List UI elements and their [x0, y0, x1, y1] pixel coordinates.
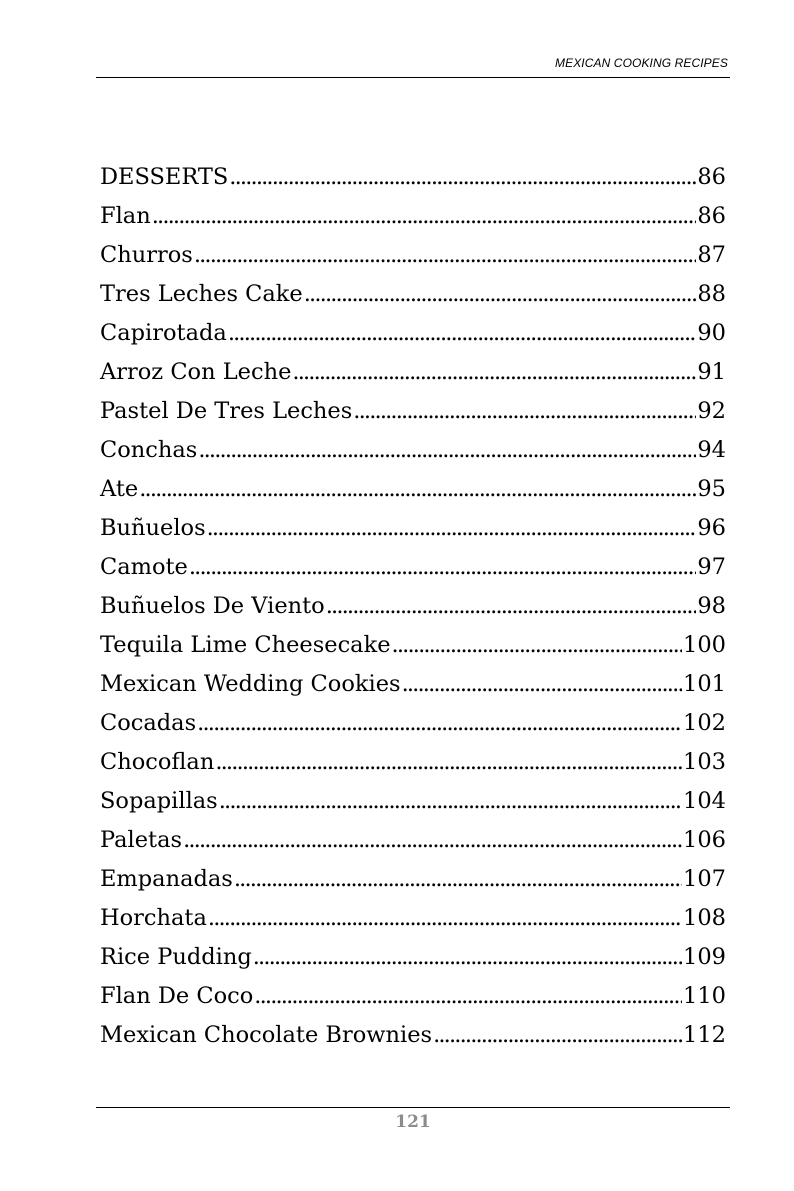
toc-entry[interactable]: [100, 866, 726, 905]
toc-dot-leader: [254, 983, 682, 1009]
toc-entry[interactable]: [100, 983, 726, 1022]
toc-entry-title: Ate: [100, 476, 139, 502]
footer-rule: [96, 1107, 730, 1108]
toc-entry-title: Horchata: [100, 905, 207, 931]
toc-entry[interactable]: [100, 437, 726, 476]
toc-dot-leader: [292, 359, 696, 385]
toc-entry-title: Cocadas: [100, 710, 197, 736]
toc-entry-page-number: 102: [683, 710, 726, 736]
toc-entry-page-number: 110: [683, 983, 726, 1009]
toc-dot-leader: [197, 710, 682, 736]
toc-entry-title: Chocoflan: [100, 749, 215, 775]
toc-dot-leader: [433, 1022, 682, 1048]
toc-entry[interactable]: [100, 164, 726, 203]
toc-dot-leader: [183, 827, 682, 853]
toc-entry-title: Mexican Wedding Cookies: [100, 671, 401, 697]
toc-entry[interactable]: [100, 515, 726, 554]
toc-entry[interactable]: [100, 593, 726, 632]
toc-entry[interactable]: [100, 944, 726, 983]
toc-entry-title: Camote: [100, 554, 188, 580]
toc-entry[interactable]: [100, 359, 726, 398]
toc-entry-page-number: 94: [697, 437, 726, 463]
table-of-contents: [100, 164, 726, 1061]
toc-dot-leader: [304, 281, 697, 307]
toc-entry-title: Capirotada: [100, 320, 227, 346]
toc-entry-page-number: 104: [683, 788, 726, 814]
toc-dot-leader: [189, 554, 696, 580]
toc-entry-page-number: 86: [697, 164, 726, 190]
toc-entry[interactable]: [100, 1022, 726, 1061]
toc-entry-title: Tres Leches Cake: [100, 281, 303, 307]
toc-entry[interactable]: [100, 476, 726, 515]
toc-entry-page-number: 95: [697, 476, 726, 502]
toc-entry[interactable]: [100, 788, 726, 827]
toc-entry-title: Conchas: [100, 437, 198, 463]
toc-entry[interactable]: [100, 554, 726, 593]
toc-entry[interactable]: [100, 281, 726, 320]
toc-entry-page-number: 97: [697, 554, 726, 580]
toc-dot-leader: [253, 944, 682, 970]
toc-entry-title: Pastel De Tres Leches: [100, 398, 353, 424]
toc-entry[interactable]: [100, 710, 726, 749]
toc-dot-leader: [402, 671, 682, 697]
toc-entry-title: Empanadas: [100, 866, 233, 892]
toc-entry-page-number: 96: [697, 515, 726, 541]
toc-dot-leader: [392, 632, 683, 658]
toc-entry[interactable]: [100, 320, 726, 359]
toc-entry-page-number: 87: [697, 242, 726, 268]
running-header-title: MEXICAN COOKING RECIPES: [555, 56, 728, 70]
toc-entry-page-number: 91: [697, 359, 726, 385]
toc-entry-page-number: 100: [683, 632, 726, 658]
toc-entry-title: Flan: [100, 203, 151, 229]
toc-dot-leader: [353, 398, 696, 424]
toc-entry-page-number: 90: [697, 320, 726, 346]
toc-entry-page-number: 103: [683, 749, 726, 775]
toc-entry-title: Flan De Coco: [100, 983, 254, 1009]
toc-dot-leader: [139, 476, 696, 502]
toc-entry-title: Buñuelos: [100, 515, 206, 541]
toc-entry-page-number: 108: [683, 905, 726, 931]
toc-entry[interactable]: [100, 398, 726, 437]
toc-dot-leader: [234, 866, 682, 892]
toc-entry-title: DESSERTS: [100, 164, 229, 190]
toc-dot-leader: [326, 593, 697, 619]
toc-entry[interactable]: [100, 749, 726, 788]
toc-dot-leader: [215, 749, 682, 775]
toc-entry-title: Buñuelos De Viento: [100, 593, 325, 619]
toc-dot-leader: [208, 905, 682, 931]
toc-entry[interactable]: [100, 632, 726, 671]
toc-entry-page-number: 112: [683, 1022, 726, 1048]
toc-entry-title: Mexican Chocolate Brownies: [100, 1022, 433, 1048]
toc-dot-leader: [198, 437, 696, 463]
toc-dot-leader: [219, 788, 682, 814]
toc-entry-page-number: 107: [683, 866, 726, 892]
toc-entry-title: Tequila Lime Cheesecake: [100, 632, 391, 658]
toc-entry[interactable]: [100, 203, 726, 242]
toc-dot-leader: [152, 203, 697, 229]
toc-dot-leader: [194, 242, 697, 268]
toc-entry-page-number: 109: [683, 944, 726, 970]
toc-entry-title: Arroz Con Leche: [100, 359, 292, 385]
toc-dot-leader: [229, 164, 696, 190]
toc-entry-title: Rice Pudding: [100, 944, 252, 970]
toc-dot-leader: [207, 515, 697, 541]
toc-entry-title: Paletas: [100, 827, 183, 853]
toc-entry-title: Sopapillas: [100, 788, 218, 814]
toc-entry[interactable]: [100, 905, 726, 944]
toc-entry-page-number: 106: [683, 827, 726, 853]
toc-entry[interactable]: [100, 671, 726, 710]
toc-entry-page-number: 98: [697, 593, 726, 619]
toc-dot-leader: [228, 320, 697, 346]
toc-entry[interactable]: [100, 242, 726, 281]
toc-entry-page-number: 101: [683, 671, 726, 697]
toc-entry-title: Churros: [100, 242, 193, 268]
running-header: [96, 52, 730, 78]
toc-entry-page-number: 86: [697, 203, 726, 229]
toc-entry[interactable]: [100, 827, 726, 866]
toc-entry-page-number: 92: [697, 398, 726, 424]
toc-entry-page-number: 88: [697, 281, 726, 307]
page-number: 121: [395, 1112, 431, 1132]
